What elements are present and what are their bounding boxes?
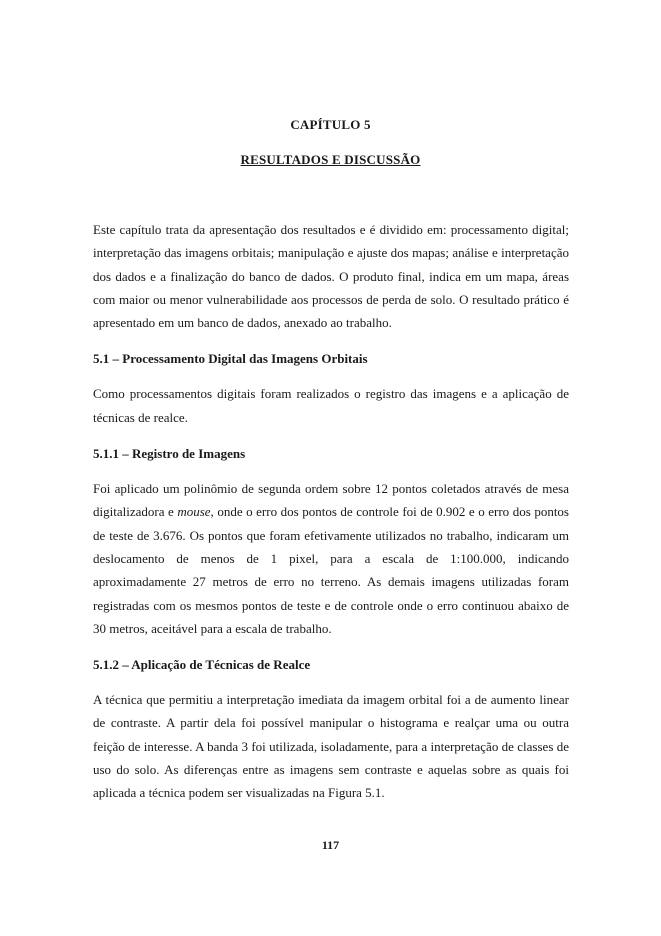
page-content bbox=[93, 218, 569, 818]
intro-paragraph: Este capítulo trata da apresentação dos resultados e é dividido em: processamento digital; interpretação das imagens orbitais; manipulação e ajuste dos mapas; análise e interpretação dos dados e a finalização do banco de dados. O produto final, indica em um mapa, áreas com maior ou menor vulnerabilidade aos processos de perda de solo. O resultado prático é apresentado em um banco de dados, anexado ao trabalho. bbox=[93, 222, 569, 331]
section-heading-5-1-1: 5.1.1 – Registro de Imagens bbox=[93, 446, 246, 462]
paragraph-text-part: Foi aplicado um polinômio de segunda ordem sobre 12 pontos coletados através de mesa digitalizadora e bbox=[93, 481, 569, 520]
section-5-1-paragraph: Como processamentos digitais foram realizados o registro das imagens e a aplicação de técnicas de realce. bbox=[93, 386, 569, 425]
chapter-title: RESULTADOS E DISCUSSÃO bbox=[240, 152, 421, 167]
chapter-label: CAPÍTULO 5 bbox=[290, 117, 371, 132]
section-heading-5-1-2: 5.1.2 – Aplicação de Técnicas de Realce bbox=[93, 657, 311, 673]
section-5-1-1-paragraph bbox=[93, 477, 569, 640]
paragraph-text-part: , onde o erro dos pontos de controle foi de 0.902 e o erro dos pontos de teste de 3.676. Os pontos que foram efetivamente utilizados no trabalho, indicaram um deslocamento de menos de 1 pixel, para a escala de 1:100.000, indicando aproximadamente 27 metros de erro no terreno. As demais imagens utilizadas foram registradas com os mesmos pontos de teste e de controle onde o erro continuou abaixo de 30 metros, aceitável para a escala de trabalho. bbox=[93, 504, 569, 636]
section-heading-5-1: 5.1 – Processamento Digital das Imagens Orbitais bbox=[93, 351, 368, 367]
italic-term: mouse bbox=[177, 504, 211, 520]
page-number: 117 bbox=[321, 838, 340, 852]
section-5-1-2-paragraph: A técnica que permitiu a interpretação imediata da imagem orbital foi a de aumento linear de contraste. A partir dela foi possível manipular o histograma e realçar uma ou outra feição de interesse. A banda 3 foi utilizada, isoladamente, para a interpretação de classes de uso do solo. As diferenças entre as imagens sem contraste e aquelas sobre as quais foi aplicada a técnica podem ser visualizadas na Figura 5.1. bbox=[93, 692, 569, 801]
